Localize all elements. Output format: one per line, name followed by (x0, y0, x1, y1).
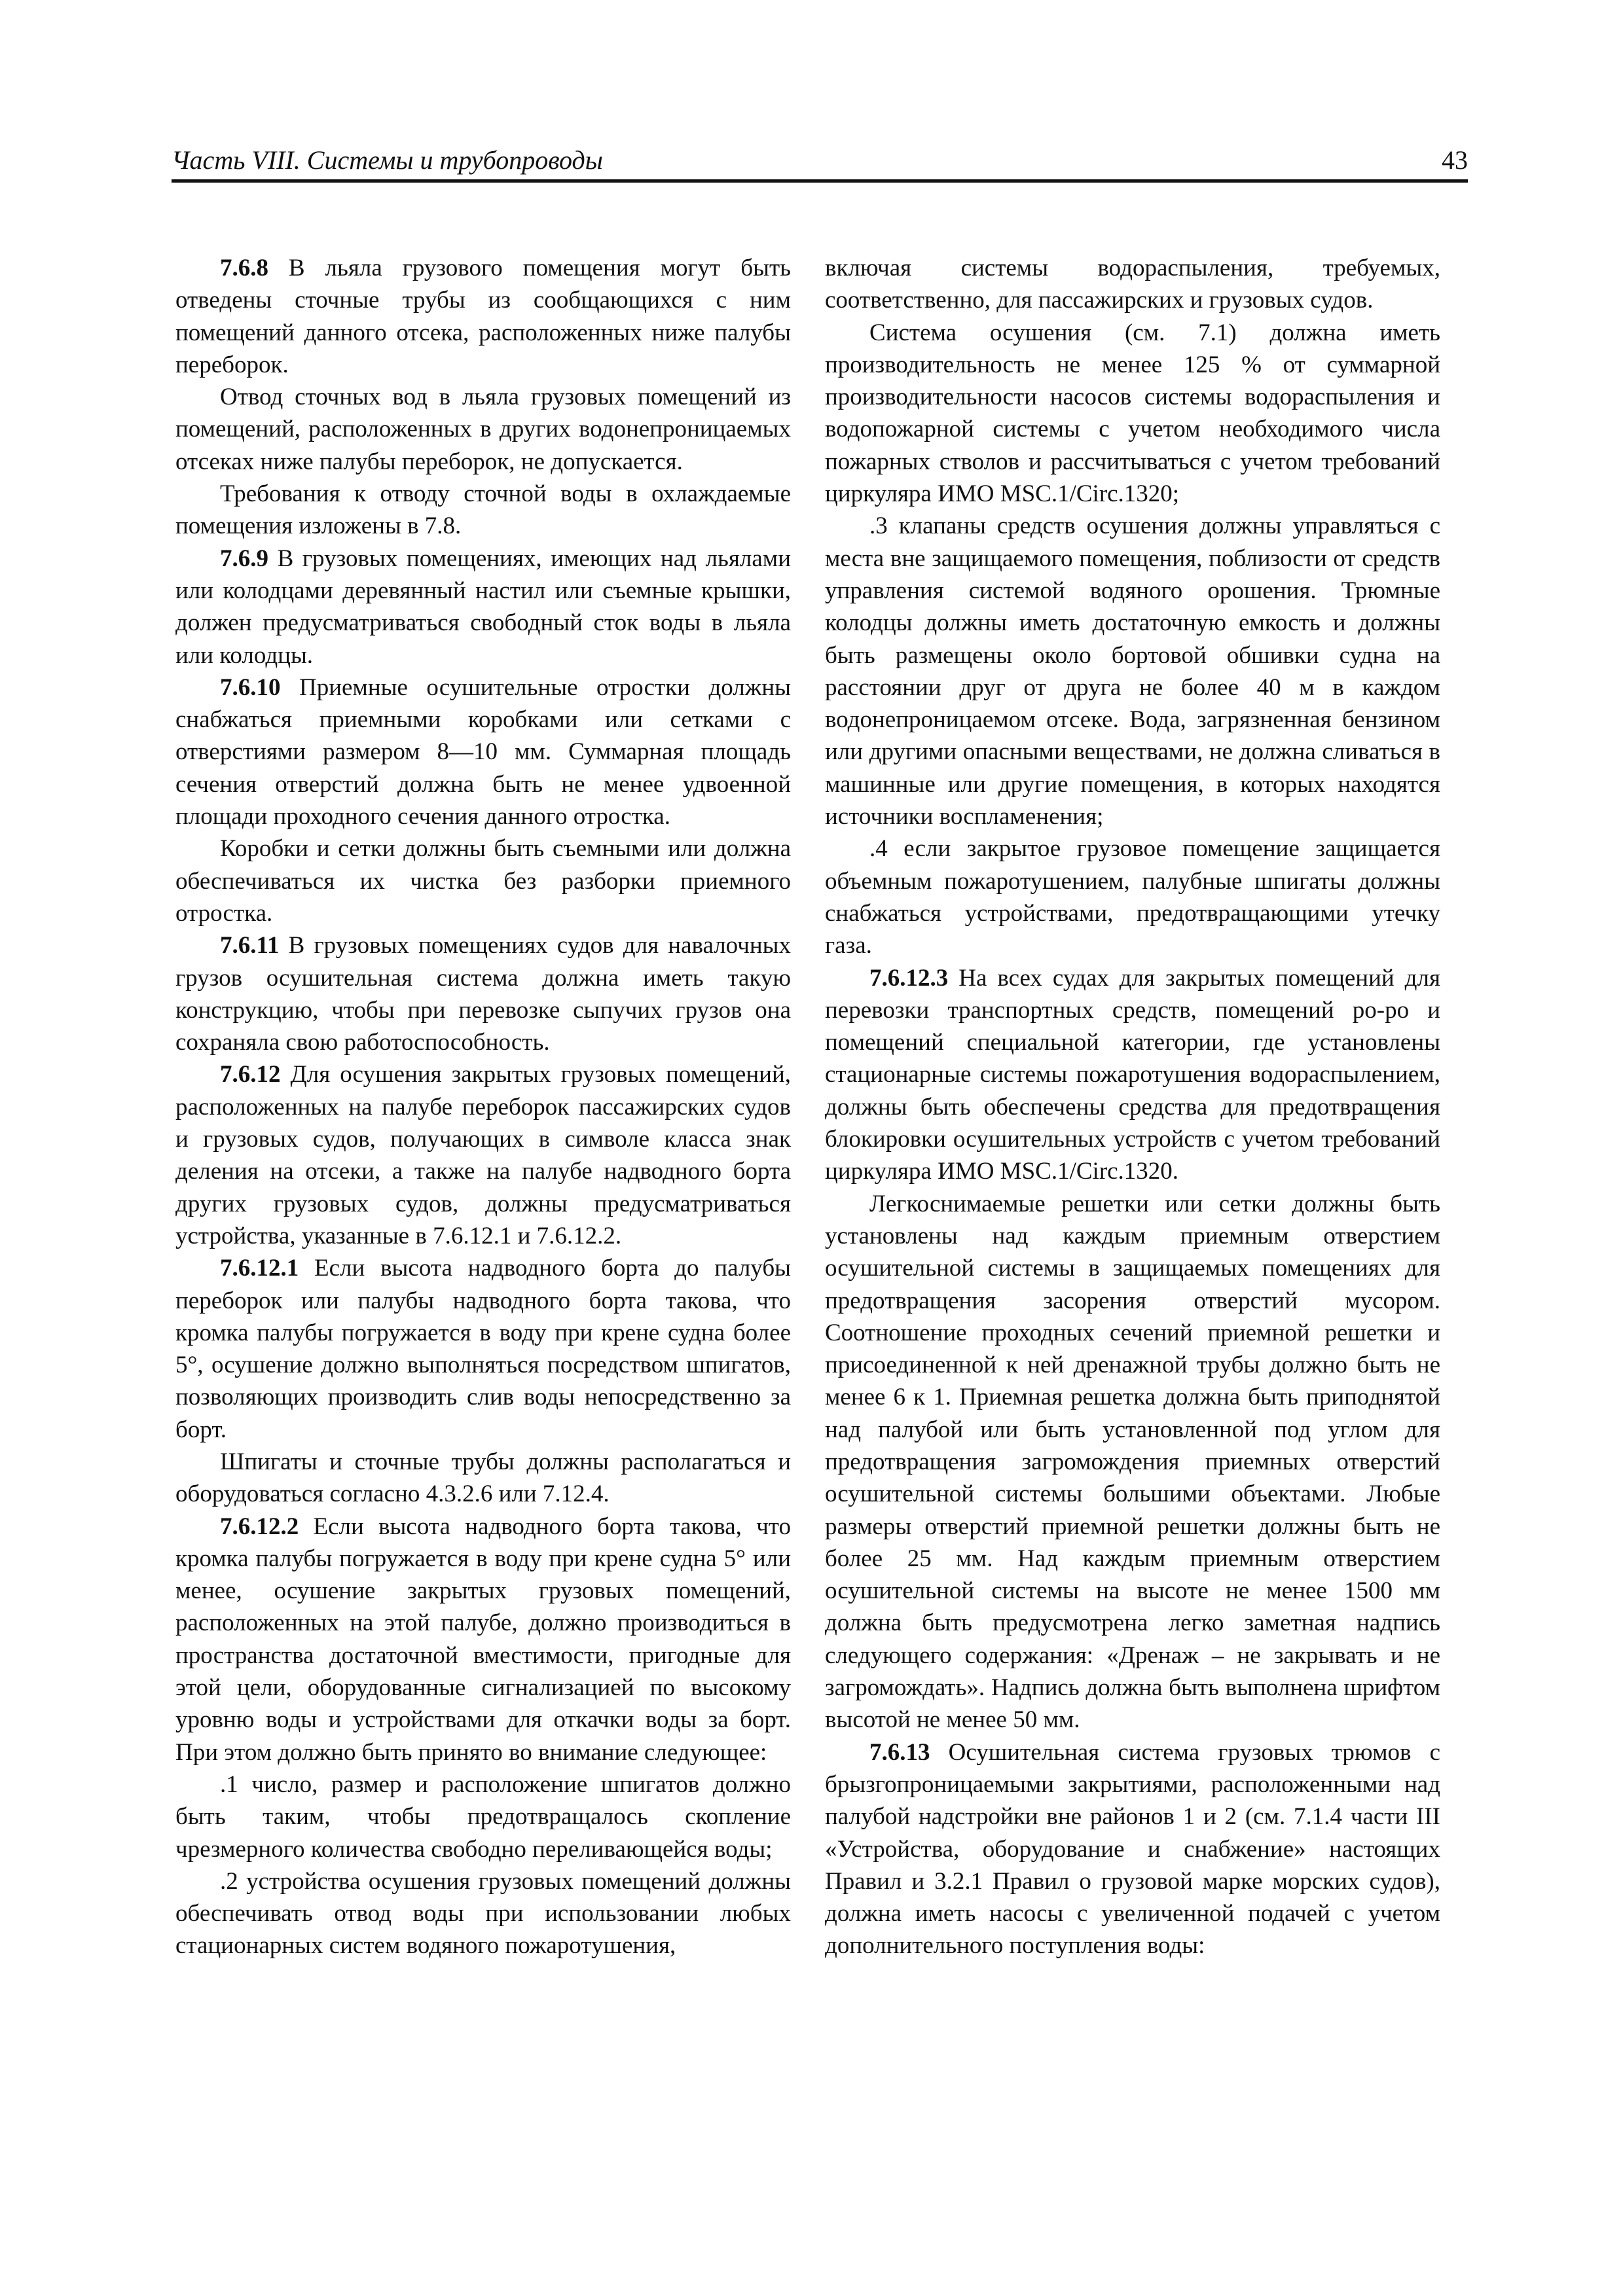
paragraph (175, 672, 791, 833)
paragraph (175, 1058, 791, 1252)
paragraph-text: Осушительная система грузовых трюмов с брызгопроницаемыми закрытиями, расположенными над палубой надстройки вне районов 1 и 2 (см. 7.1.4 части III «Устройства, оборудование и снабжение» настоящих Правил и 3.2.1 Правил о грузовой марке морских судов), должна иметь насосы с увеличенной подачей с учетом дополнительного поступления воды: (825, 1738, 1440, 1960)
paragraph (825, 317, 1440, 511)
paragraph-text: включая системы водораспыления, требуемых, соответственно, для пассажирских и грузовых судов. (825, 255, 1440, 314)
paragraph-text: Приемные осушительные отростки должны снабжаться приемными коробками или сетками с отверстиями размером 8—10 мм. Суммарная площадь сечения отверстий должна быть не менее удвоенной площади проходного сечения данного отростка. (175, 673, 791, 831)
paragraph (825, 962, 1440, 1188)
paragraph (825, 1736, 1440, 1962)
paragraph-text: .2 устройства осушения грузовых помещений должны обеспечивать отвод воды при использовании любых стационарных систем водяного пожаротушения, (175, 1867, 791, 1960)
clause-number: 7.6.12.1 (220, 1255, 299, 1282)
paragraph-text: Отвод сточных вод в льяла грузовых помещений из помещений, расположенных в других водонепроницаемых отсеках ниже палубы переборок, не допускается. (175, 384, 791, 475)
paragraph-text: .3 клапаны средств осушения должны управляться с места вне защищаемого помещения, поблизости от средств управления системой водяного орошения. Трюмные колодцы должны иметь достаточную емкость и должны быть размещены около бортовой обшивки судна на расстоянии друг от друга не более 40 м в каждом водонепроницаемом отсеке. Вода, загрязненная бензином или другими опасными веществами, не должна сливаться в машинные или другие помещения, в которых находятся источники воспламенения; (825, 512, 1440, 831)
paragraph-text: Система осушения (см. 7.1) должна иметь производительность не менее 125 % от суммарной производительности насосов системы водораспыления и водопожарной системы с учетом необходимого числа пожарных стволов и рассчитываться с учетом требований циркуляра ИМО MSC.1/Circ.1320; (825, 319, 1440, 508)
header-title: Часть VIII. Системы и трубопроводы (172, 145, 603, 175)
paragraph-text: На всех судах для закрытых помещений для перевозки транспортных средств, помещений ро-ро и помещений специальной категории, где установлены стационарные системы пожаротушения водораспылением, должны быть обеспечены средства для предотвращения блокировки осушительных устройств с учетом требований циркуляра ИМО MSC.1/Circ.1320. (825, 964, 1440, 1185)
left-column (175, 252, 791, 1962)
paragraph-text: Шпигаты и сточные трубы должны располагаться и оборудоваться согласно 4.3.2.6 или 7.12.4. (175, 1448, 791, 1508)
paragraph (175, 252, 791, 381)
paragraph (175, 929, 791, 1058)
right-column (825, 252, 1440, 1962)
paragraph (825, 833, 1440, 961)
paragraph-text: Если высота надводного борта до палубы переборок или палубы надводного борта такова, что кромка палубы погружается в воду при крене судна более 5°, осушение должно выполняться посредством шпигатов, позволяющих производить слив воды непосредственно за борт. (175, 1255, 791, 1443)
paragraph (175, 1511, 791, 1768)
paragraph-text: Если высота надводного борта такова, что кромка палубы погружается в воду при крене судна 5° или менее, осушение закрытых грузовых помещений, расположенных на этой палубе, должно производиться в пространства достаточной вместимости, пригодные для этой цели, оборудованные сигнализацией по высокому уровню воды и устройствами для откачки воды за борт. При этом должно быть принято во внимание следующее: (175, 1513, 791, 1766)
paragraph-text: Требования к отводу сточной воды в охлаждаемые помещения изложены в 7.8. (175, 480, 791, 540)
paragraph (825, 1188, 1440, 1736)
clause-number: 7.6.12.2 (220, 1513, 299, 1540)
paragraph-text: В грузовых помещениях судов для навалочных грузов осушительная система должна иметь такую конструкцию, чтобы при перевозке сыпучих грузов она сохраняла свою работоспособность. (175, 932, 791, 1056)
paragraph-text: В льяла грузового помещения могут быть отведены сточные трубы из сообщающихся с ним помещений данного отсека, расположенных ниже палубы переборок. (175, 255, 791, 378)
paragraph (175, 543, 791, 672)
paragraph-text: В грузовых помещениях, имеющих над льялами или колодцами деревянный настил или съемные крышки, должен предусматриваться свободный сток воды в льяла или колодцы. (175, 545, 791, 669)
clause-number: 7.6.12.3 (869, 964, 949, 992)
clause-number: 7.6.10 (220, 673, 281, 701)
clause-number: 7.6.12 (220, 1061, 281, 1088)
page-number: 43 (1442, 145, 1468, 175)
paragraph-text: .4 если закрытое грузовое помещение защищается объемным пожаротушением, палубные шпигаты должны снабжаться устройствами, предотвращающими утечку газа. (825, 835, 1440, 960)
clause-number: 7.6.9 (220, 545, 268, 572)
clause-number: 7.6.8 (220, 255, 268, 281)
paragraph-text: Для осушения закрытых грузовых помещений, расположенных на палубе переборок пассажирских судов и грузовых судов, получающих в символе класса знак деления на отсеки, а также на палубе надводного борта других грузовых судов, должны предусматриваться устройства, указанные в 7.6.12.1 и 7.6.12.2. (175, 1061, 791, 1249)
paragraph (175, 478, 791, 543)
paragraph (175, 1768, 791, 1865)
paragraph (175, 833, 791, 929)
clause-number: 7.6.13 (869, 1738, 930, 1766)
paragraph (175, 1252, 791, 1446)
clause-number: 7.6.11 (220, 932, 280, 960)
paragraph (175, 381, 791, 478)
paragraph (175, 1865, 791, 1962)
paragraph-text: Коробки и сетки должны быть съемными или должна обеспечиваться их чистка без разборки приемного отростка. (175, 835, 791, 927)
paragraph-text: Легкоснимаемые решетки или сетки должны быть установлены над каждым приемным отверстием осушительной системы в защищаемых помещениях для предотвращения засорения отверстий мусором. Соотношение проходных сечений приемной решетки и присоединенной к ней дренажной трубы должно быть не менее 6 к 1. Приемная решетка должна быть приподнятой над палубой или быть установленной под углом для предотвращения загромождения приемных отверстий осушительной системы большими объектами. Любые размеры отверстий приемной решетки должны быть не более 25 мм. Над каждым приемным отверстием осушительной системы на высоте не менее 1500 мм должна быть предусмотрена легко заметная надпись следующего содержания: «Дренаж – не закрывать и не загромождать». Надпись должна быть выполнена шрифтом высотой не менее 50 мм. (825, 1190, 1440, 1734)
paragraph (175, 1446, 791, 1511)
paragraph (825, 510, 1440, 833)
paragraph (825, 252, 1440, 317)
running-header (172, 145, 1468, 183)
paragraph-text: .1 число, размер и расположение шпигатов должно быть таким, чтобы предотвращалось скопление чрезмерного количества свободно переливающейся воды; (175, 1770, 791, 1863)
